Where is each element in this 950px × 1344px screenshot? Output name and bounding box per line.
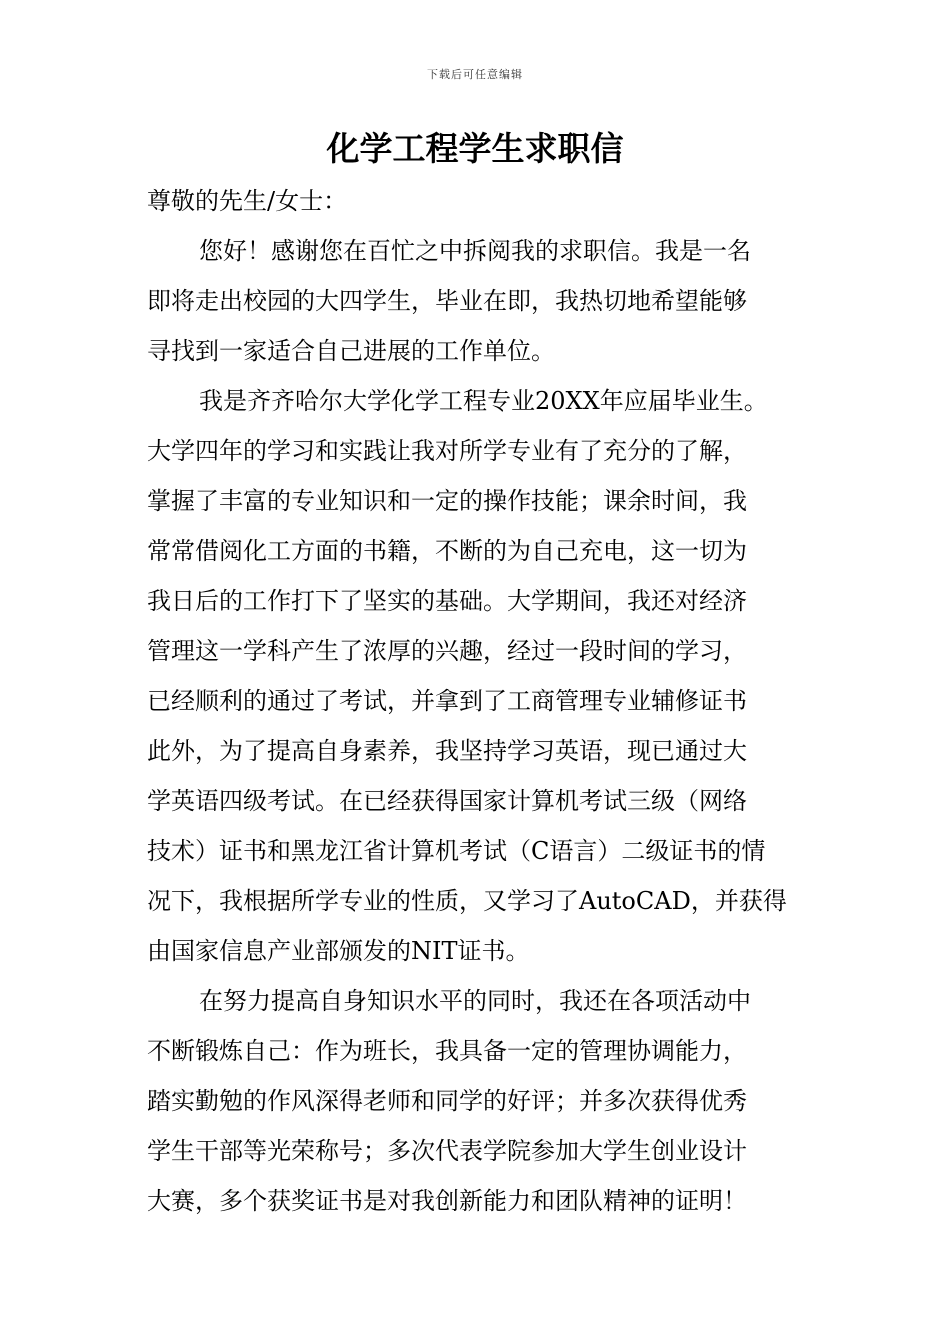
paragraph-line: 管理这一学科产生了浓厚的兴趣，经过一段时间的学习， (147, 637, 747, 665)
paragraph-line: 我是齐齐哈尔大学化学工程专业20XX年应届毕业生。 (199, 387, 768, 415)
paragraph-line: 在努力提高自身知识水平的同时，我还在各项活动中 (199, 987, 751, 1015)
paragraph-line: 大学四年的学习和实践让我对所学专业有了充分的了解， (147, 437, 747, 465)
document-title: 化学工程学生求职信 (326, 129, 624, 168)
paragraph-line: 常常借阅化工方面的书籍，不断的为自己充电，这一切为 (147, 537, 747, 565)
paragraph-line: 况下，我根据所学专业的性质，又学习了AutoCAD，并获得 (147, 887, 787, 915)
paragraph-line: 掌握了丰富的专业知识和一定的操作技能；课余时间，我 (147, 487, 747, 515)
paragraph-line: 不断锻炼自己：作为班长，我具备一定的管理协调能力， (147, 1037, 747, 1065)
paragraph-line: 学生干部等光荣称号；多次代表学院参加大学生创业设计 (147, 1137, 747, 1165)
paragraph-line: 由国家信息产业部颁发的NIT证书。 (147, 937, 530, 965)
paragraph-line: 大赛，多个获奖证书是对我创新能力和团队精神的证明！ (147, 1187, 747, 1215)
paragraph-line: 即将走出校园的大四学生，毕业在即，我热切地希望能够 (147, 287, 747, 315)
paragraph-activities (147, 976, 807, 1226)
paragraph-line: 此外，为了提高自身素养，我坚持学习英语，现已通过大 (147, 737, 747, 765)
paragraph-line: 踏实勤勉的作风深得老师和同学的好评；并多次获得优秀 (147, 1087, 747, 1115)
paragraph-line: 技术）证书和黑龙江省计算机考试（C语言）二级证书的情 (147, 837, 766, 865)
paragraph-line: 我日后的工作打下了坚实的基础。大学期间，我还对经济 (147, 587, 747, 615)
paragraph-line: 寻找到一家适合自己进展的工作单位。 (147, 337, 555, 365)
paragraph-education (147, 376, 807, 976)
letter-body (147, 176, 807, 1226)
salutation: 尊敬的先生/女士： (147, 187, 348, 215)
paragraph-greeting (147, 226, 807, 376)
header-note: 下载后可任意编辑 (427, 68, 523, 81)
paragraph-line: 学英语四级考试。在已经获得国家计算机考试三级（网络 (147, 787, 747, 815)
paragraph-line: 已经顺利的通过了考试，并拿到了工商管理专业辅修证书 (147, 687, 747, 715)
paragraph-line: 您好！感谢您在百忙之中拆阅我的求职信。我是一名 (199, 237, 751, 265)
